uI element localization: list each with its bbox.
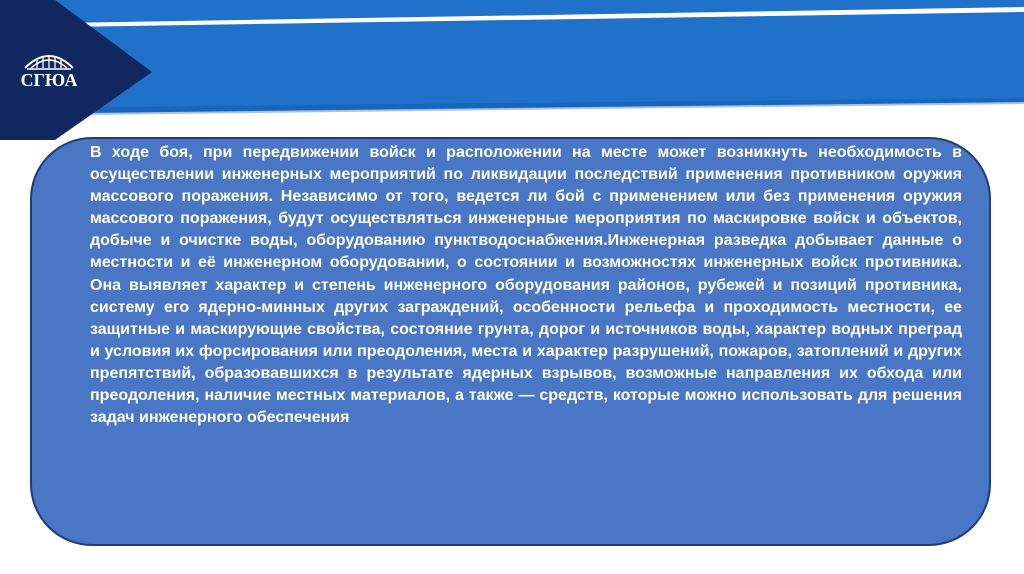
logo (14, 48, 84, 98)
building-arch-icon (23, 48, 75, 70)
body-paragraph: В ходе боя, при передвижении войск и расположении на месте может возникнуть необходимость в осуществлении инженерных мероприятий по ликвидации последствий применения противником оружия массового поражения. Независимо от того, ведется ли бой с применением или без применения оружия массового поражения, будут осуществляться инженерные мероприятия по маскировке войск и объектов, добыче и очистке воды, оборудованию пунктводоснабжения.Инженерная разведка добывает данные о местности и её инженерном оборудовании, о состоянии и возможностях инженерных войск противника. Она выявляет характер и степень инженерного оборудования районов, рубежей и позиций противника, систему его ядерно-минных других заграждений, особенности рельефа и проходимость местности, ее защитные и маскирующие свойства, состояние грунта, дорог и источников воды, характер водных преград и условия их форсирования или преодоления, места и характер разрушений, пожаров, затоплений и других препятствий, образовавшихся в результате ядерных взрывов, возможные направления их обхода или преодоления, наличие местных материалов, а также — средств, которые можно использовать для решения задач инженерного обеспечения (90, 144, 962, 427)
logo-text: СГЮА (20, 70, 78, 90)
header-blue-band (0, 12, 1024, 114)
header-band (0, 0, 1024, 140)
